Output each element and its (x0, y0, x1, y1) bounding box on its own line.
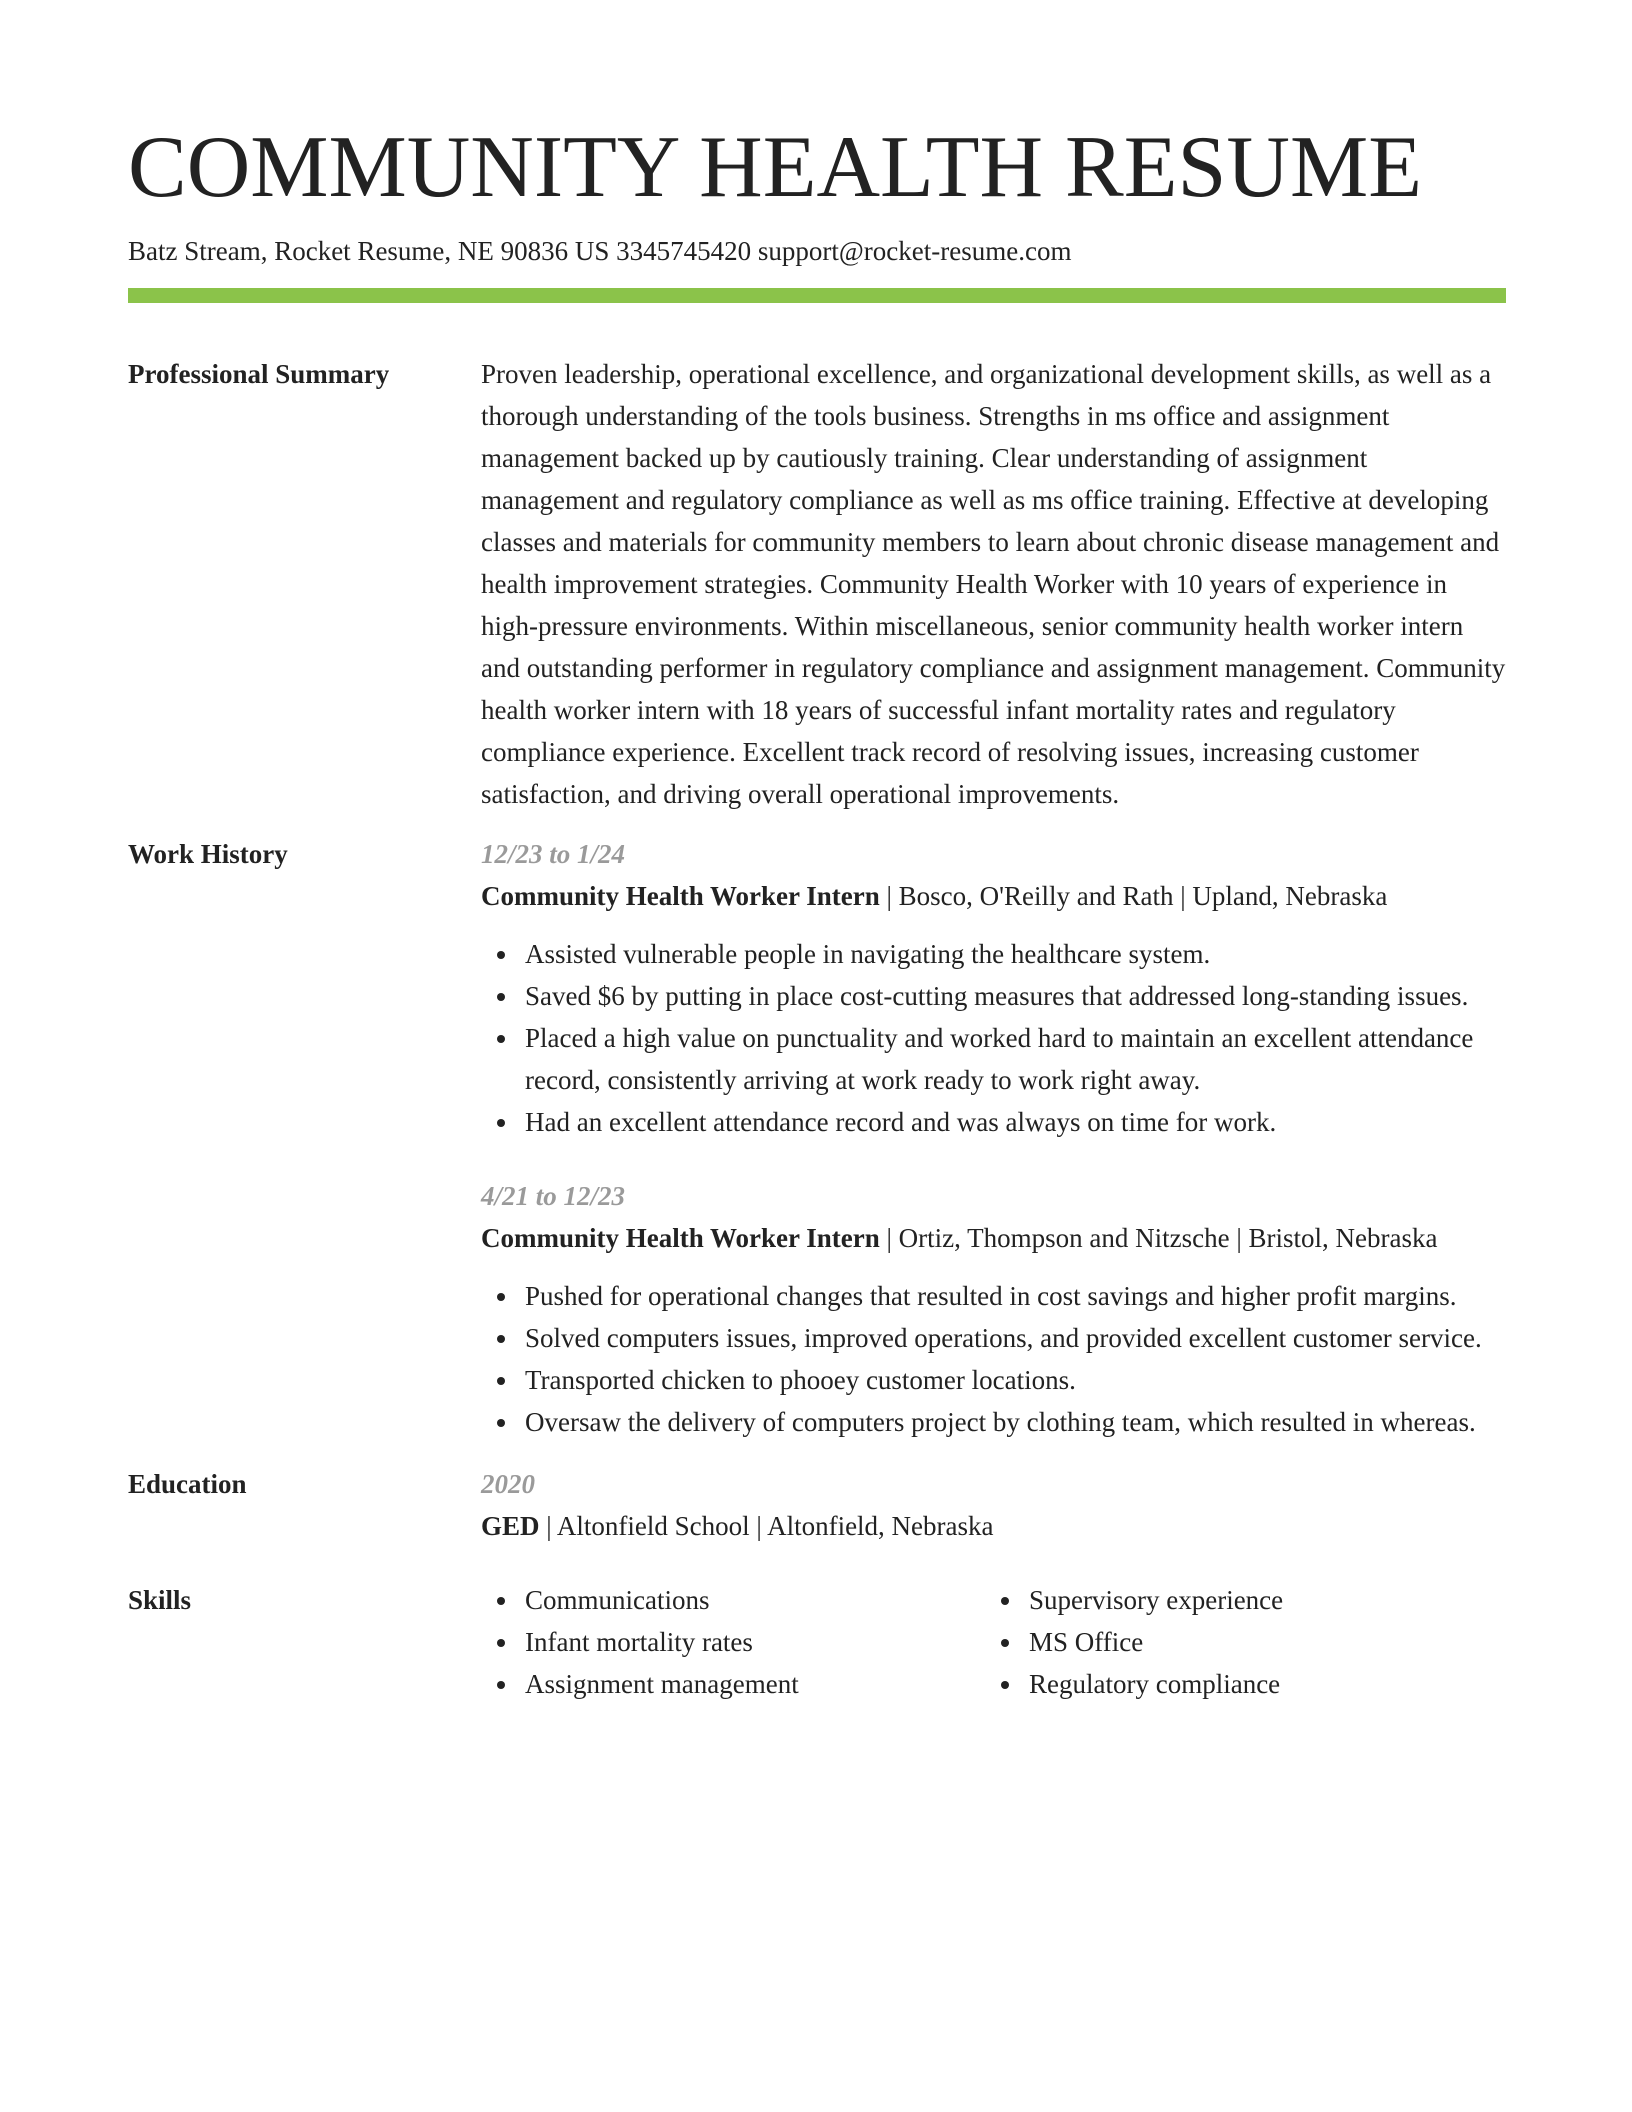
bullet-item: Saved $6 by putting in place cost-cutting measures that addressed long-standing issues. (525, 975, 1506, 1017)
job-bullets (481, 1275, 1506, 1443)
bullet-item: Had an excellent attendance record and was always on time for work. (525, 1101, 1506, 1143)
skills-list (985, 1579, 1489, 1705)
job-title: Community Health Worker Intern (481, 881, 880, 911)
job-employer-location: | Bosco, O'Reilly and Rath | Upland, Nebraska (879, 881, 1388, 911)
skill-item: Communications (525, 1579, 985, 1621)
summary-section (128, 353, 1506, 815)
page-title: COMMUNITY HEALTH RESUME (128, 119, 1422, 216)
job-employer-location: | Ortiz, Thompson and Nitzsche | Bristol, Nebraska (879, 1223, 1438, 1253)
bullet-item: Assisted vulnerable people in navigating the healthcare system. (525, 933, 1506, 975)
job-entry (481, 833, 1506, 1143)
accent-divider (128, 288, 1506, 303)
education-heading (481, 1505, 1506, 1547)
skill-item: Infant mortality rates (525, 1621, 985, 1663)
skill-item: Regulatory compliance (1029, 1663, 1489, 1705)
education-section (128, 1463, 1506, 1547)
job-dates: 12/23 to 1/24 (481, 839, 626, 869)
summary-text: Proven leadership, operational excellence, and organizational development skills, as well as a thorough understanding of the tools business. Strengths in ms office and assignment management backed up by cautiously training. Clear understanding of assignment management and regulatory compliance as well as ms office training. Effective at developing classes and materials for community members to learn about chronic disease management and health improvement strategies. Community Health Worker with 10 years of experience in high-pressure environments. Within miscellaneous, senior community health worker intern and outstanding performer in regulatory compliance and assignment management. Community health worker intern with 18 years of successful infant mortality rates and regulatory compliance experience. Excellent track record of resolving issues, increasing customer satisfaction, and driving overall operational improvements. (481, 359, 1506, 809)
skill-item: Supervisory experience (1029, 1579, 1489, 1621)
job-heading (481, 875, 1506, 917)
skills-section (128, 1579, 1506, 1705)
skill-item: Assignment management (525, 1663, 985, 1705)
skills-grid (481, 1579, 1506, 1705)
section-label-skills: Skills (128, 1585, 192, 1615)
section-label-education: Education (128, 1469, 247, 1499)
bullet-item: Solved computers issues, improved operations, and provided excellent customer service. (525, 1317, 1506, 1359)
bullet-item: Pushed for operational changes that resulted in cost savings and higher profit margins. (525, 1275, 1506, 1317)
skills-list (481, 1579, 985, 1705)
skills-column-left (481, 1579, 985, 1705)
resume-page (128, 118, 1506, 1705)
education-year: 2020 (481, 1469, 535, 1499)
job-dates: 4/21 to 12/23 (481, 1181, 626, 1211)
bullet-item: Placed a high value on punctuality and worked hard to maintain an excellent attendance record, consistently arriving at work ready to work right away. (525, 1017, 1506, 1101)
work-history-section (128, 833, 1506, 1443)
skills-column-right (985, 1579, 1489, 1705)
contact-line: Batz Stream, Rocket Resume, NE 90836 US 3345745420 support@rocket-resume.com (128, 236, 1072, 266)
skill-item: MS Office (1029, 1621, 1489, 1663)
bullet-item: Oversaw the delivery of computers project by clothing team, which resulted in whereas. (525, 1401, 1506, 1443)
bullet-item: Transported chicken to phooey customer locations. (525, 1359, 1506, 1401)
job-entry (481, 1175, 1506, 1443)
job-heading (481, 1217, 1506, 1259)
job-title: Community Health Worker Intern (481, 1223, 880, 1253)
job-bullets (481, 933, 1506, 1143)
section-label-work: Work History (128, 839, 288, 869)
school-location: | Altonfield School | Altonfield, Nebraska (539, 1511, 994, 1541)
degree-name: GED (481, 1511, 540, 1541)
section-label-summary: Professional Summary (128, 359, 390, 389)
